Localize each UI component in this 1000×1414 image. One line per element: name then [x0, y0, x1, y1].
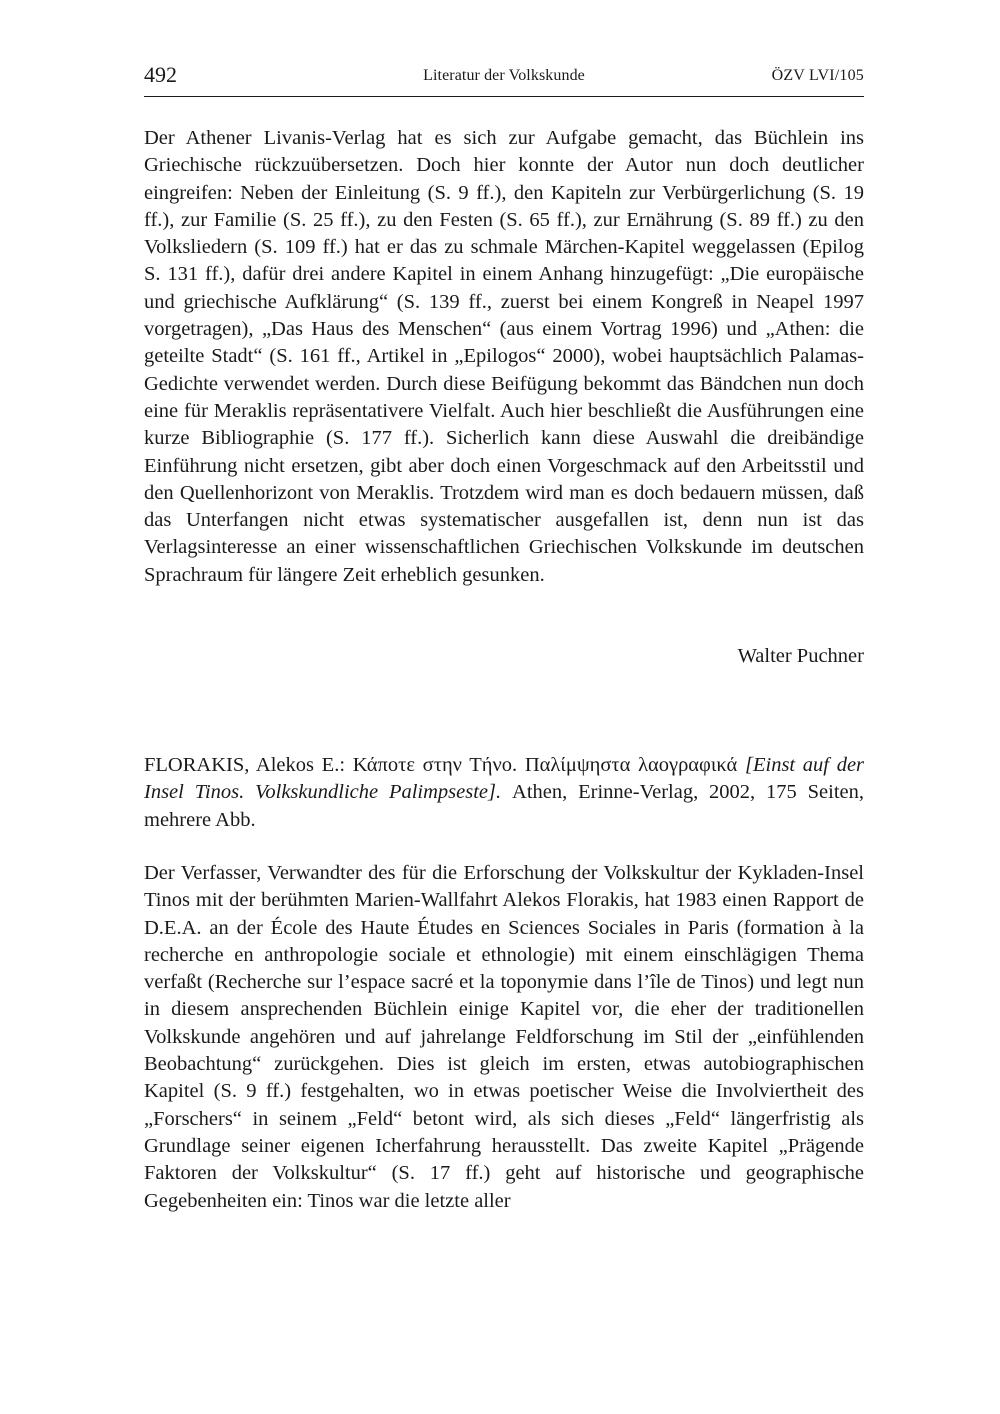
citation-author: FLORAKIS, Alekos E.: — [144, 754, 346, 776]
journal-issue: ÖZV LVI/105 — [771, 67, 864, 84]
review-paragraph: Der Athener Livanis-Verlag hat es sich zur Aufgabe gemacht, das Büchlein ins Griechische rückzuübersetzen. Doch hier konnte der Autor nun doch deutlicher eingreifen: Neben der Einleitung (S. 9 ff.), den Kapiteln zur Verbürgerlichung (S. 19 ff.), zur Familie (S. 25 ff.), zu den Festen (S. 65 ff.), zur Ernährung (S. 89 ff.) zu den Volksliedern (S. 109 ff.) hat er das zu schmale Märchen-Kapitel weggelassen (Epilog S. 131 ff.), dafür drei andere Kapitel in einem Anhang hinzugefügt: „Die europäische und griechische Aufklärung“ (S. 139 ff., zuerst bei einem Kongreß in Neapel 1997 vorgetragen), „Das Haus des Menschen“ (aus einem Vortrag 1996) und „Athen: die geteilte Stadt“ (S. 161 ff., Artikel in „Epilogos“ 2000), wobei hauptsächlich Palamas-Gedichte verwendet werden. Durch diese Beifügung bekommt das Bändchen nun doch eine für Meraklis repräsentativere Vielfalt. Auch hier beschließt die Ausführungen eine kurze Bibliographie (S. 177 ff.). Sicherlich kann diese Auswahl die dreibändige Einführung nicht ersetzen, gibt aber doch einen Vorgeschmack auf den Arbeitsstil und den Quellenhorizont von Meraklis. Trotzdem wird man es doch bedauern müssen, daß das Unterfangen nicht etwas systematischer ausgefallen ist, denn nun ist das Verlagsinteresse an einer wissenschaftlichen Griechischen Volkskunde im deutschen Sprachraum für längere Zeit erheblich gesunken. — [144, 127, 864, 586]
citation-greek-title: Κάποτε στην Τήνο. Παλίμψηστα λαογραφικά — [352, 754, 738, 776]
reviewer-name: Walter Puchner — [737, 645, 864, 667]
page-number: 492 — [144, 62, 177, 87]
running-title: Literatur der Volkskunde — [423, 67, 585, 84]
header-rule — [144, 96, 864, 97]
review-paragraph: Der Verfasser, Verwandter des für die Erforschung der Volkskultur der Kykladen-Insel Tinos mit der berühmten Marien-Wallfahrt Alekos Florakis, hat 1983 einen Rapport de D.E.A. an der École des Haute Études en Sciences Sociales in Paris (formation à la recherche en anthropologie sociale et ethnologie) mit einem einschlägigen Thema verfaßt (Recherche sur l’espace sacré et la toponymie dans l’île de Tinos) und legt nun in diesem ansprechenden Büchlein einige Kapitel vor, die eher der traditionellen Volkskunde angehören und auf jahrelange Feldforschung im Stil der „einfühlenden Beobachtung“ zurückgehen. Dies ist gleich im ersten, etwas autobiographischen Kapitel (S. 9 ff.) festgehalten, wo in etwas poetischer Weise die Involviertheit des „Forschers“ in seinem „Feld“ betont wird, als sich dieses „Feld“ längerfristig als Grundlage seiner eigenen Icherfahrung herausstellt. Das zweite Kapitel „Prägende Faktoren der Volkskultur“ (S. 17 ff.) geht auf historische und geographische Gegebenheiten ein: Tinos war die letzte aller — [144, 862, 864, 1212]
citation-german-title: [Einst auf der Insel Tinos. Volkskundliche Palimpseste]. — [144, 754, 865, 804]
running-head — [144, 62, 864, 92]
citation-publication: Athen, Erinne-Verlag, 2002, 175 Seiten, mehrere Abb. — [144, 781, 865, 831]
bibliographic-citation — [144, 752, 864, 834]
